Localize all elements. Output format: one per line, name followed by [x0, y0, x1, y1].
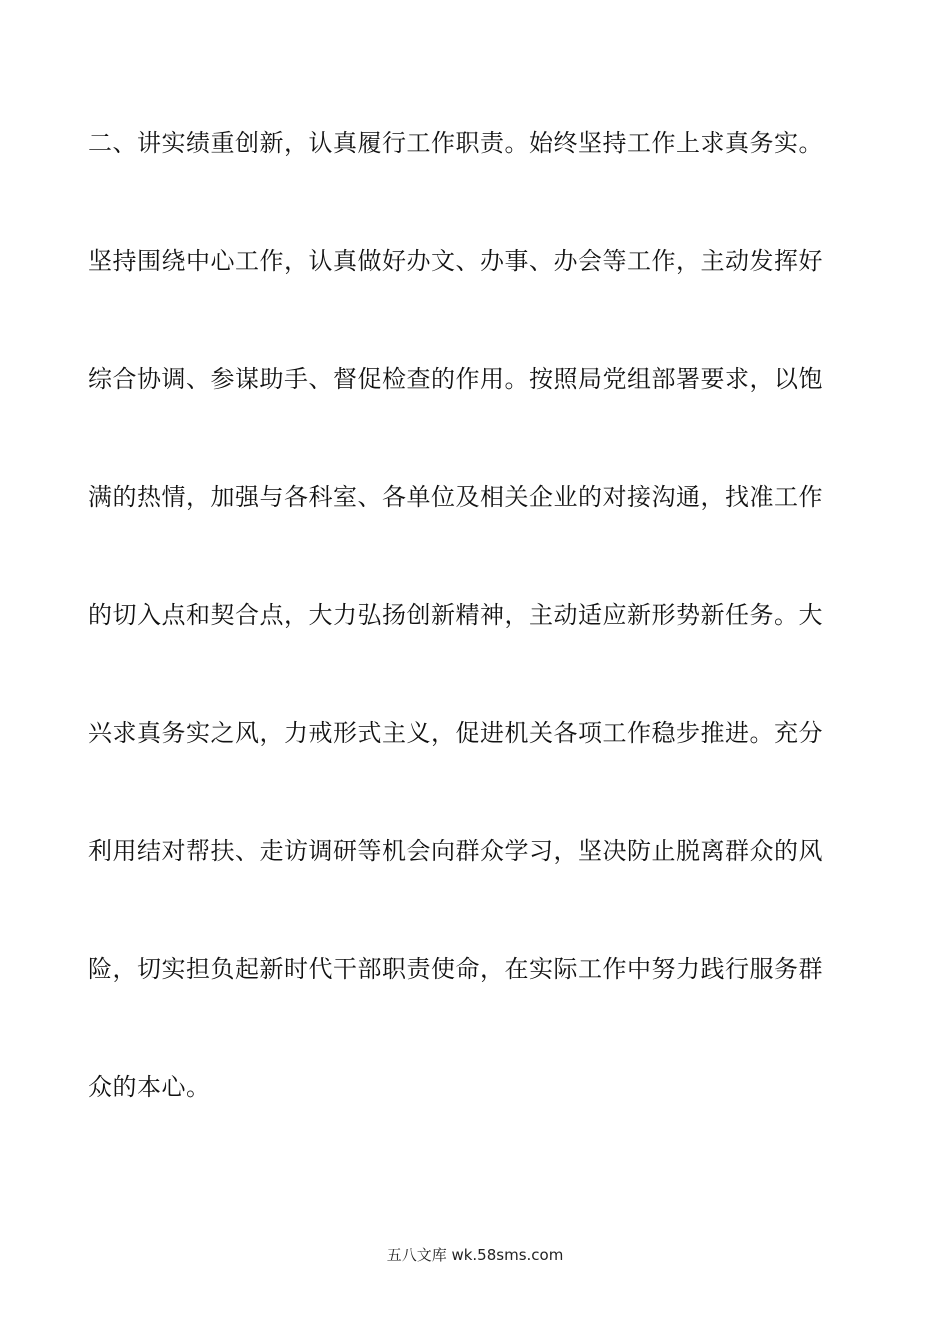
paragraph-line: 众的本心。	[88, 1073, 211, 1101]
paragraph-line: 满的热情，加强与各科室、各单位及相关企业的对接沟通，找准工作	[88, 483, 823, 511]
body-paragraph	[88, 120, 868, 1182]
paragraph-line: 坚持围绕中心工作，认真做好办文、办事、办会等工作，主动发挥好	[88, 247, 823, 275]
footer-watermark: 五八文库 wk.58sms.com	[386, 1246, 564, 1264]
paragraph-line: 综合协调、参谋助手、督促检查的作用。按照局党组部署要求，以饱	[88, 365, 823, 393]
paragraph-line: 的切入点和契合点，大力弘扬创新精神，主动适应新形势新任务。大	[88, 601, 823, 629]
paragraph-line: 利用结对帮扶、走访调研等机会向群众学习，坚决防止脱离群众的风	[88, 837, 823, 865]
paragraph-line: 险，切实担负起新时代干部职责使命，在实际工作中努力践行服务群	[88, 955, 823, 983]
paragraph-line: 兴求真务实之风，力戒形式主义，促进机关各项工作稳步推进。充分	[88, 719, 823, 747]
paragraph-line: 二、讲实绩重创新，认真履行工作职责。始终坚持工作上求真务实。	[88, 129, 823, 157]
